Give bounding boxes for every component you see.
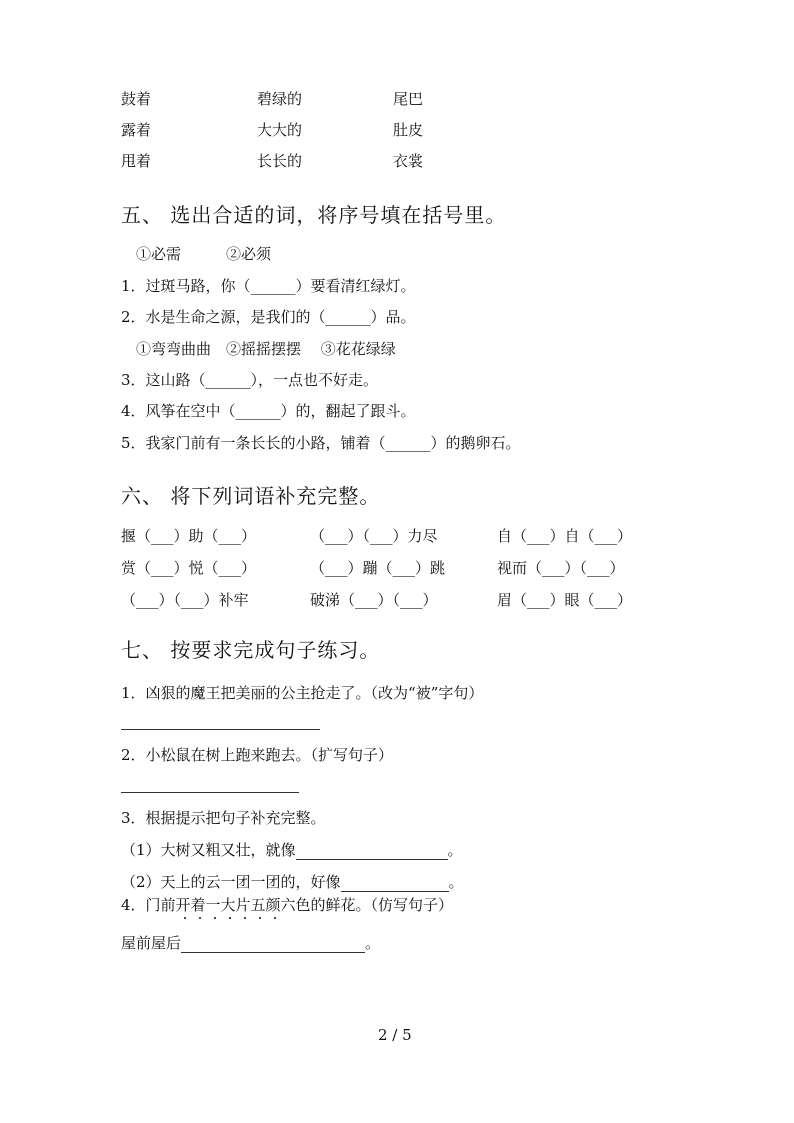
emphasis-dot <box>244 917 246 919</box>
emphasis-dot <box>259 917 261 919</box>
answer-blank[interactable] <box>181 936 365 953</box>
match-item: 衣裳 <box>393 152 424 170</box>
answer-line-2[interactable] <box>121 792 299 793</box>
emphasis-dot <box>229 917 231 919</box>
section-7-question-3b <box>121 872 464 892</box>
period: 。 <box>448 873 464 891</box>
section-5-question-1: 1．过斑马路，你（______）要看清红绿灯。 <box>121 277 416 295</box>
match-item: 长长的 <box>257 152 303 170</box>
match-column-3 <box>393 89 423 182</box>
answer-blank[interactable] <box>341 875 449 892</box>
match-item: 露着 <box>121 121 152 139</box>
idiom-blank: （___）（___）力尽 <box>310 527 438 545</box>
answer-blank[interactable] <box>296 843 448 860</box>
match-item: 大大的 <box>257 121 303 139</box>
idiom-blank: 自（___）自（___） <box>497 527 633 545</box>
emphasis-dot <box>184 917 186 919</box>
section-7-question-4-answer <box>121 933 380 953</box>
emphasis-dot <box>199 917 201 919</box>
section-5-question-2: 2．水是生命之源，是我们的（______）品。 <box>121 308 416 326</box>
idiom-blank: 破涕（___）（___） <box>310 591 438 609</box>
idiom-blank: 眉（___）眼（___） <box>497 591 633 609</box>
match-item: 甩着 <box>121 152 152 170</box>
idiom-blank: 揠（___）助（___） <box>121 527 257 545</box>
section-7-title: 七、 按要求完成句子练习。 <box>121 638 381 662</box>
match-item: 鼓着 <box>121 90 152 108</box>
period: 。 <box>447 841 463 859</box>
section-5-question-5: 5．我家门前有一条长长的小路，铺着（______）的鹅卵石。 <box>121 434 521 452</box>
emphasis-dot <box>214 917 216 919</box>
idiom-blank: （___）（___）补牢 <box>121 591 249 609</box>
section-7-question-3: 3．根据提示把句子补充完整。 <box>121 809 326 827</box>
period: 。 <box>365 934 381 952</box>
section-6-title: 六、 将下列词语补充完整。 <box>121 484 381 508</box>
prompt-text: （1）大树又粗又壮，就像 <box>121 841 296 859</box>
section-7-question-3a <box>121 840 463 860</box>
section-5-options-b: ①弯弯曲曲 ②摇摇摆摆 ③花花绿绿 <box>136 340 396 358</box>
match-item: 碧绿的 <box>257 90 303 108</box>
match-item: 尾巴 <box>393 90 424 108</box>
section-5-options-a: ①必需 ②必须 <box>136 245 272 263</box>
emphasis-dot <box>274 917 276 919</box>
page-number: 2 / 5 <box>378 1026 412 1044</box>
section-7-question-2: 2．小松鼠在树上跑来跑去。（扩写句子） <box>121 746 394 764</box>
section-5-title: 五、 选出合适的词，将序号填在括号里。 <box>121 203 507 227</box>
answer-line-1[interactable] <box>121 729 320 730</box>
match-item: 肚皮 <box>393 121 424 139</box>
idiom-blank: 视而（___）（___） <box>497 559 625 577</box>
section-7-question-1: 1．凶狠的魔王把美丽的公主抢走了。（改为“被”字句） <box>121 684 484 702</box>
section-7-question-4: 4．门前开着一大片五颜六色的鲜花。（仿写句子） <box>121 896 454 914</box>
idiom-blank: 赏（___）悦（___） <box>121 559 257 577</box>
section-5-question-4: 4．风筝在空中（______）的，翻起了跟斗。 <box>121 402 416 420</box>
match-column-1 <box>121 89 151 182</box>
prompt-text: （2）天上的云一团一团的，好像 <box>121 873 341 891</box>
idiom-blank: （___）蹦（___）跳 <box>310 559 446 577</box>
section-5-question-3: 3．这山路（______），一点也不好走。 <box>121 371 379 389</box>
match-column-2 <box>257 89 302 182</box>
prompt-text: 屋前屋后 <box>121 934 182 952</box>
